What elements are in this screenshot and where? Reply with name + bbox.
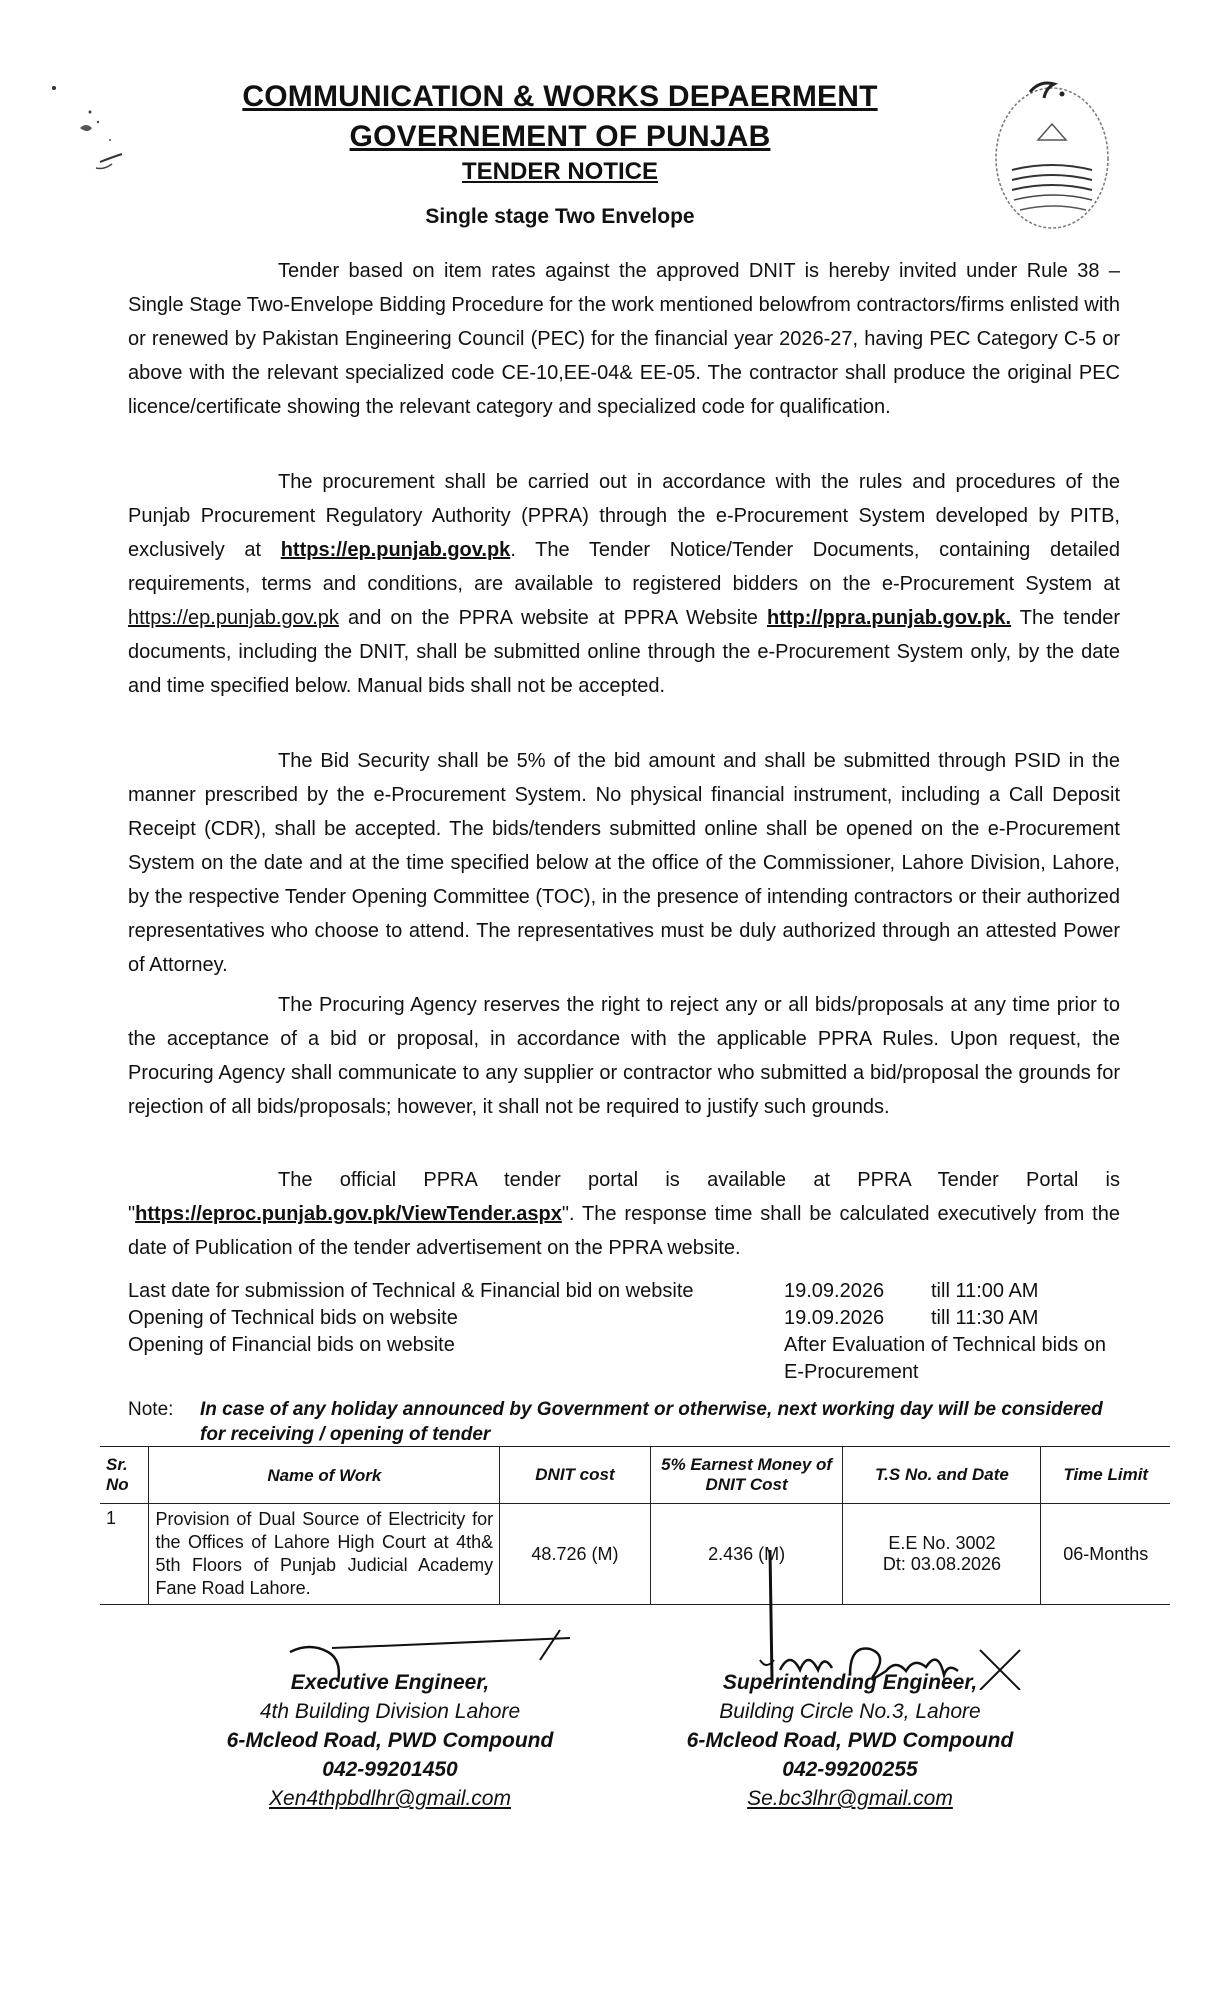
bid-schedule	[128, 1278, 1128, 1383]
ppra-website-link[interactable]: http://ppra.punjab.gov.pk.	[766, 607, 1012, 629]
department-heading: COMMUNICATION & WORKS DEPAERMENT	[242, 80, 878, 113]
schedule-time: till 11:00 AM	[931, 1280, 1039, 1302]
ppra-tender-portal-link[interactable]: https://eproc.punjab.gov.pk/ViewTender.aspx	[135, 1203, 562, 1225]
paragraph-tender-portal	[128, 1163, 1120, 1265]
paragraph-tender-portal-text-b: ". The response time shall be calculated executively from the date of Publication of the tender advertisement on the PPRA website.	[128, 1203, 1120, 1259]
schedule-value: After Evaluation of Technical bids on E-Procurement	[784, 1334, 1107, 1383]
superintending-engineer-block	[640, 1668, 1060, 1813]
schedule-label: Opening of Technical bids on website	[128, 1307, 458, 1329]
header-dnit-cost: DNIT cost	[500, 1447, 651, 1504]
paragraph-bid-security: The Bid Security shall be 5% of the bid amount and shall be submitted through PSID in the manner prescribed by the e-Procurement System. No physical financial instrument, including a Call Deposit Receipt (CDR), shall be accepted. The bids/tenders submitted online shall be opened on the e-Procurement System on the date and at the time specified below at the office of the Commissioner, Lahore Division, Lahore, by the respective Tender Opening Committee (TOC), in the presence of intending contractors or their authorized representatives who choose to attend. The representatives must be duly authorized through an attested Power of Attorney.	[128, 750, 1120, 976]
scan-specks-decoration	[40, 80, 160, 190]
cell-earnest-money: 2.436 (M)	[650, 1504, 843, 1605]
punjab-government-seal-icon	[990, 70, 1120, 230]
signatory-email[interactable]: Se.bc3lhr@gmail.com	[747, 1787, 953, 1810]
signatory-email[interactable]: Xen4thpbdlhr@gmail.com	[269, 1787, 511, 1810]
signatory-phone: 042-99200255	[782, 1758, 918, 1781]
schedule-date: 19.09.2026	[784, 1280, 885, 1302]
bidding-method-heading: Single stage Two Envelope	[425, 205, 695, 228]
signatory-address: 6-Mcleod Road, PWD Compound	[686, 1729, 1014, 1752]
header-earnest-money: 5% Earnest Money of DNIT Cost	[650, 1447, 843, 1504]
schedule-row-submission	[128, 1278, 1128, 1305]
tender-notice-heading: TENDER NOTICE	[461, 158, 658, 185]
schedule-row-financial-opening	[128, 1332, 1128, 1383]
signatory-title: Superintending Engineer,	[722, 1671, 978, 1694]
schedule-row-technical-opening	[128, 1305, 1128, 1332]
ts-number: E.E No. 3002	[888, 1533, 996, 1553]
paragraph-procurement-text-c: and on the PPRA website at PPRA Website	[338, 607, 767, 629]
paragraph-procurement-text-d: The tender documents, including the DNIT, shall be submitted online through the e-Procurement System only, by the date and time specified below. Manual bids shall not be accepted.	[128, 607, 1120, 697]
ep-punjab-link-2[interactable]: https://ep.punjab.gov.pk	[128, 607, 339, 629]
paragraph-procurement	[128, 465, 1120, 703]
note-text: In case of any holiday announced by Government or otherwise, next working day will be considered for receiving / opening of tender	[200, 1399, 1103, 1445]
government-heading: GOVERNEMENT OF PUNJAB	[349, 120, 771, 153]
cell-dnit-cost: 48.726 (M)	[500, 1504, 651, 1605]
header-ts-no-date: T.S No. and Date	[843, 1447, 1041, 1504]
schedule-time: till 11:30 AM	[931, 1307, 1039, 1329]
signatory-address: 6-Mcleod Road, PWD Compound	[226, 1729, 554, 1752]
table-header-row	[100, 1447, 1170, 1504]
paragraph-tender-portal-text-a: The official PPRA tender portal is available at PPRA Tender Portal is "	[128, 1169, 1120, 1225]
note-label: Note:	[128, 1399, 174, 1420]
executive-engineer-block	[190, 1668, 590, 1813]
signatory-office: 4th Building Division Lahore	[259, 1700, 521, 1723]
paragraph-procurement-text-a: The procurement shall be carried out in accordance with the rules and procedures of the Punjab Procurement Regulatory Authority (PPRA) through the e-Procurement System developed by PITB, exclusively at	[128, 471, 1120, 561]
header-name-of-work: Name of Work	[149, 1447, 500, 1504]
schedule-label: Opening of Financial bids on website	[128, 1334, 455, 1356]
header-time-limit: Time Limit	[1041, 1447, 1170, 1504]
paragraph-rejection-rights: The Procuring Agency reserves the right to reject any or all bids/proposals at any time prior to the acceptance of a bid or proposal, in accordance with the applicable PPRA Rules. Upon request, the Procuring Agency shall communicate to any supplier or contractor who submitted a bid/proposal the grounds for rejection of all bids/proposals; however, it shall not be required to justify such grounds.	[128, 994, 1120, 1118]
paragraph-procurement-text-b: . The Tender Notice/Tender Documents, containing detailed requirements, terms and conditions, are available to registered bidders on the e-Procurement System at	[128, 539, 1120, 595]
schedule-date: 19.09.2026	[784, 1307, 885, 1329]
signatory-phone: 042-99201450	[322, 1758, 458, 1781]
cell-sr-no: 1	[100, 1504, 149, 1605]
ts-date: Dt: 03.08.2026	[882, 1554, 1001, 1574]
ep-punjab-link[interactable]: https://ep.punjab.gov.pk	[280, 539, 511, 561]
signatory-office: Building Circle No.3, Lahore	[719, 1700, 981, 1723]
cell-name-of-work: Provision of Dual Source of Electricity for the Offices of Lahore High Court at 4th& 5th Floors of Punjab Judicial Academy Fane Road Lahore.	[149, 1504, 500, 1605]
paragraph-invitation: Tender based on item rates against the approved DNIT is hereby invited under Rule 38 – Single Stage Two-Envelope Bidding Procedure for the work mentioned belowfrom contractors/firms enlisted with or renewed by Pakistan Engineering Council (PEC) for the financial year 2026-27, having PEC Category C-5 or above with the relevant specialized code CE-10,EE-04& EE-05. The contractor shall produce the original PEC licence/certificate showing the relevant category and specialized code for qualification.	[128, 260, 1120, 418]
cell-time-limit: 06-Months	[1041, 1504, 1170, 1605]
schedule-label: Last date for submission of Technical & Financial bid on website	[128, 1280, 694, 1302]
header-sr-no: Sr. No	[100, 1447, 149, 1504]
signatory-title: Executive Engineer,	[290, 1671, 490, 1694]
